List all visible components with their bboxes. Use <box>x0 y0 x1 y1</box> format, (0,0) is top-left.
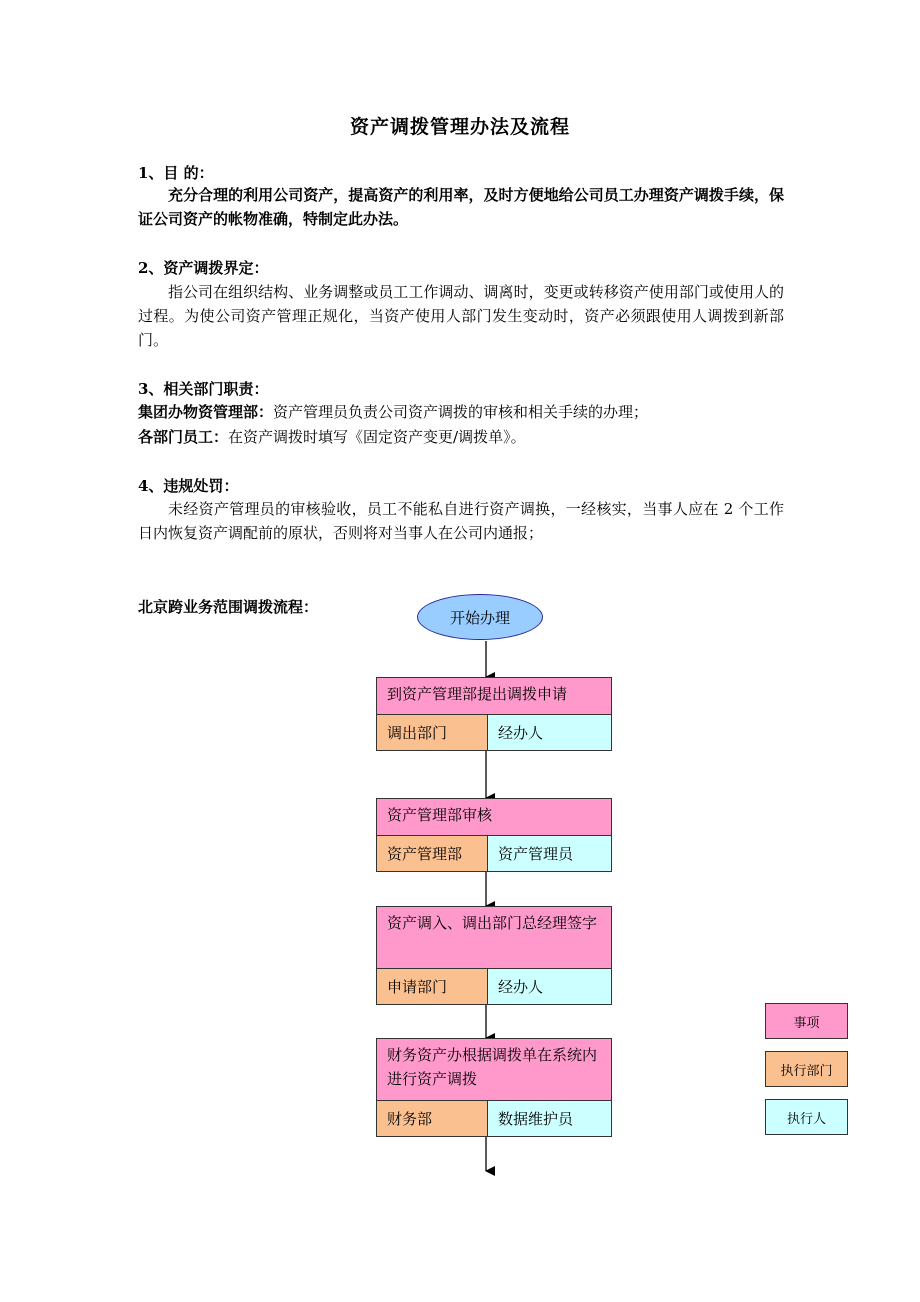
step-person: 资产管理员 <box>488 836 611 871</box>
flow-start-node: 开始办理 <box>417 594 543 640</box>
step-task: 财务资产办根据调拨单在系统内进行资产调拨 <box>377 1039 611 1101</box>
section-3-heading: 3、相关部门职责： <box>138 380 269 398</box>
duty-text: 在资产调拨时填写《固定资产变更/调拨单》。 <box>228 428 526 446</box>
legend-person: 执行人 <box>765 1099 848 1135</box>
section-1-paragraph: 充分合理的利用公司资产，提高资产的利用率，及时方便地给公司员工办理资产调拨手续，保证公司资产的帐物准确，特制定此办法。 <box>138 186 784 228</box>
step-person: 经办人 <box>488 969 611 1004</box>
step-dept: 申请部门 <box>377 969 488 1004</box>
flow-step-1 <box>376 677 612 751</box>
legend-task: 事项 <box>765 1003 848 1039</box>
duty-role: 各部门员工： <box>138 428 229 446</box>
step-person: 经办人 <box>488 715 611 750</box>
section-2-heading: 2、资产调拨界定： <box>138 259 269 277</box>
flow-step-3 <box>376 906 612 1005</box>
document-title: 资产调拨管理办法及流程 <box>349 116 570 138</box>
step-dept: 调出部门 <box>377 715 488 750</box>
step-dept: 资产管理部 <box>377 836 488 871</box>
section-2-paragraph: 指公司在组织结构、业务调整或员工工作调动、调离时，变更或转移资产使用部门或使用人的过程。为使公司资产管理正规化，当资产使用人部门发生变动时，资产必须跟使用人调拨到新部门。 <box>138 283 784 349</box>
legend-dept: 执行部门 <box>765 1051 848 1087</box>
flow-label: 北京跨业务范围调拨流程： <box>138 598 319 616</box>
step-task: 资产管理部审核 <box>377 799 611 836</box>
step-dept: 财务部 <box>377 1101 488 1136</box>
flow-step-4 <box>376 1038 612 1137</box>
section-4-paragraph: 未经资产管理员的审核验收，员工不能私自进行资产调换，一经核实，当事人应在 2 个工作日内恢复资产调配前的原状，否则将对当事人在公司内通报； <box>138 500 784 542</box>
duty-role: 集团办物资管理部： <box>138 403 274 421</box>
step-task: 到资产管理部提出调拨申请 <box>377 678 611 715</box>
flow-step-2 <box>376 798 612 872</box>
section-1-heading: 1、目 的： <box>138 164 214 182</box>
step-task: 资产调入、调出部门总经理签字 <box>377 907 611 969</box>
section-4-heading: 4、违规处罚： <box>138 477 239 495</box>
step-person: 数据维护员 <box>488 1101 611 1136</box>
duty-text: 资产管理员负责公司资产调拨的审核和相关手续的办理； <box>273 403 649 421</box>
